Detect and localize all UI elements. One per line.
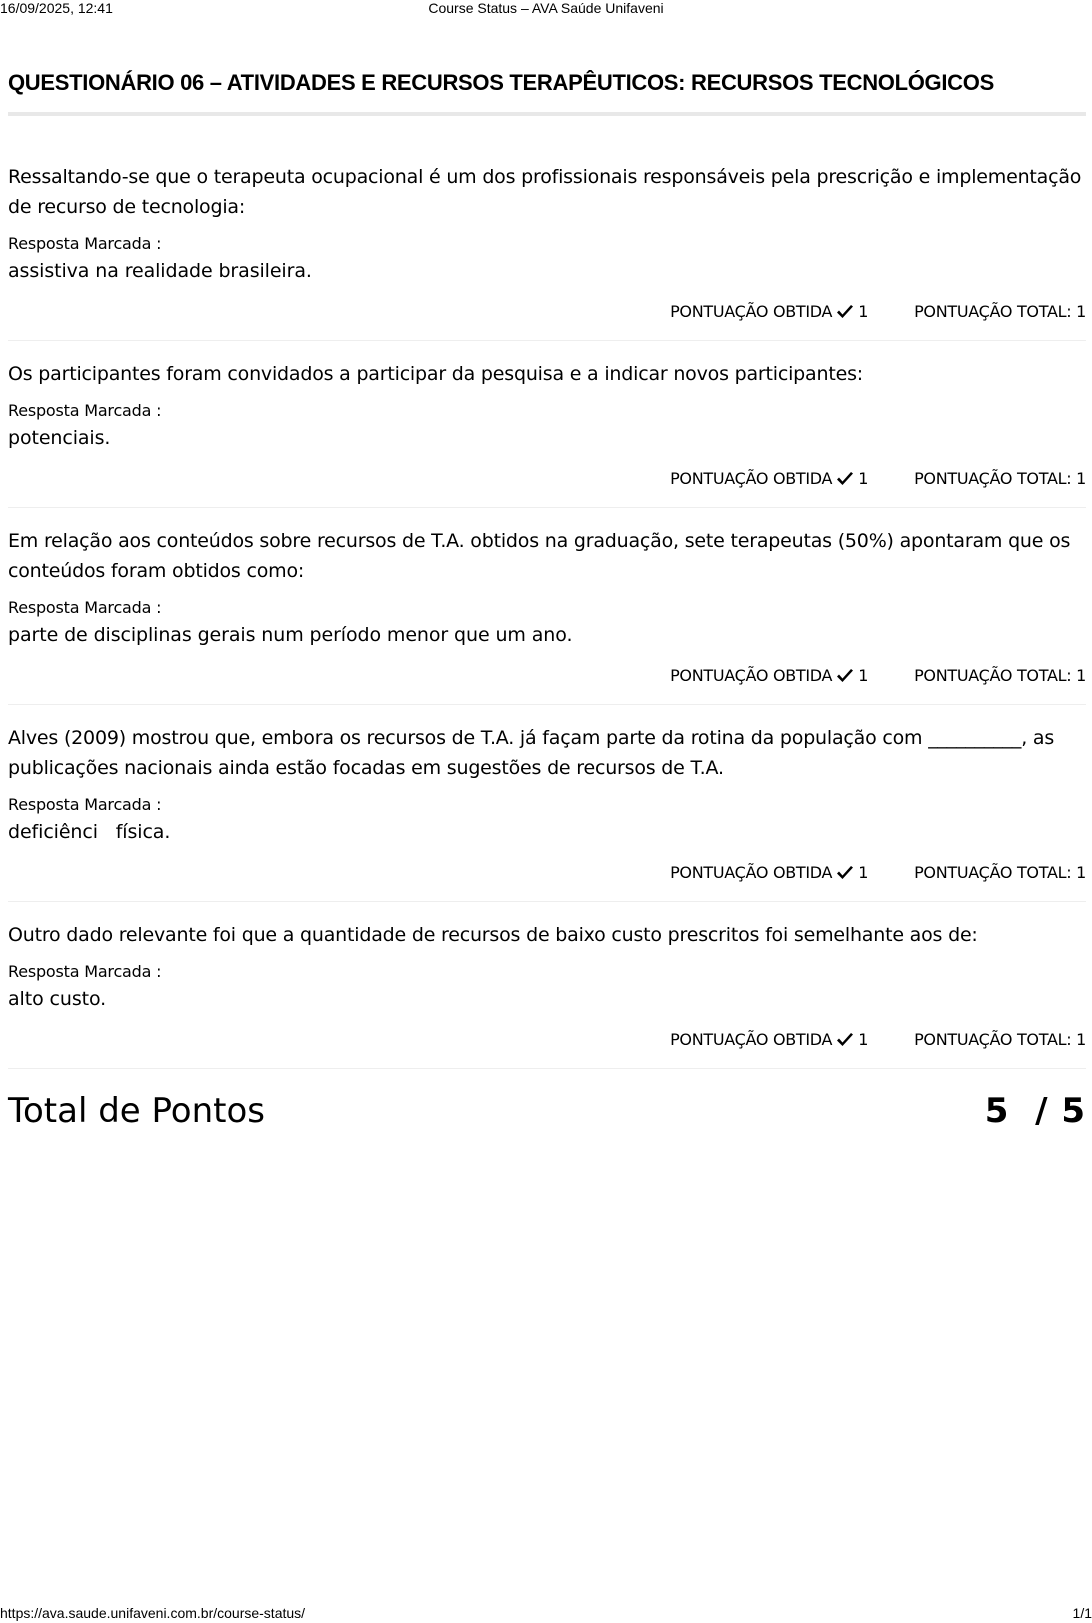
check-icon <box>836 668 854 684</box>
score-total <box>914 863 1086 883</box>
score-total-label: PONTUAÇÃO TOTAL: <box>914 302 1072 321</box>
total-points-row <box>8 1089 1086 1133</box>
answer-label: Resposta Marcada : <box>8 401 162 420</box>
question-block <box>8 341 1086 508</box>
print-header <box>0 0 1092 18</box>
score-obtained-label: PONTUAÇÃO OBTIDA <box>670 1030 833 1049</box>
quiz-title: QUESTIONÁRIO 06 – ATIVIDADES E RECURSOS TERAPÊUTICOS: RECURSOS TECNOLÓGICOS <box>8 68 1086 116</box>
question-text: Outro dado relevante foi que a quantidade de recursos de baixo custo prescritos foi semelhante aos de: <box>8 924 978 946</box>
answer-text: deficiênci física. <box>8 821 171 843</box>
question-text: Ressaltando-se que o terapeuta ocupacional é um dos profissionais responsáveis pela prescrição e implementação de recurso de tecnologia: <box>8 166 1082 218</box>
question-text: Em relação aos conteúdos sobre recursos de T.A. obtidos na graduação, sete terapeutas (50%) apontaram que os conteúdos foram obtidos como: <box>8 530 1071 582</box>
score-total-value: 1 <box>1076 666 1086 685</box>
check-icon <box>836 865 854 881</box>
score-obtained <box>670 302 868 322</box>
answer-text: potenciais. <box>8 427 111 449</box>
score-total <box>914 302 1086 322</box>
print-page-title: Course Status – AVA Saúde Unifaveni <box>428 0 664 16</box>
check-icon <box>836 304 854 320</box>
score-total-value: 1 <box>1076 1030 1086 1049</box>
course-status-content <box>8 68 1086 1133</box>
question-block <box>8 902 1086 1069</box>
score-obtained-label: PONTUAÇÃO OBTIDA <box>670 666 833 685</box>
score-obtained-value: 1 <box>858 302 869 321</box>
score-obtained-label: PONTUAÇÃO OBTIDA <box>670 469 833 488</box>
score-obtained-label: PONTUAÇÃO OBTIDA <box>670 302 833 321</box>
score-total-value: 1 <box>1076 302 1086 321</box>
score-row <box>8 302 1086 322</box>
print-footer <box>0 1605 1092 1623</box>
question-block <box>8 116 1086 341</box>
print-page-number: 1/1 <box>1072 1605 1092 1621</box>
print-page-url: https://ava.saude.unifaveni.com.br/course-status/ <box>0 1605 306 1621</box>
score-obtained-value: 1 <box>858 469 869 488</box>
score-total-label: PONTUAÇÃO TOTAL: <box>914 863 1072 882</box>
check-icon <box>836 471 854 487</box>
score-obtained-value: 1 <box>858 863 869 882</box>
score-total <box>914 666 1086 686</box>
total-points-score: 5 / 5 <box>984 1091 1086 1131</box>
score-total-value: 1 <box>1076 863 1086 882</box>
answer-text: assistiva na realidade brasileira. <box>8 260 312 282</box>
score-obtained <box>670 863 868 883</box>
score-row <box>8 863 1086 883</box>
score-total <box>914 1030 1086 1050</box>
check-icon <box>836 1032 854 1048</box>
score-row <box>8 469 1086 489</box>
score-row <box>8 666 1086 686</box>
score-total-label: PONTUAÇÃO TOTAL: <box>914 469 1072 488</box>
score-obtained <box>670 666 868 686</box>
score-obtained-label: PONTUAÇÃO OBTIDA <box>670 863 833 882</box>
question-block <box>8 508 1086 705</box>
score-total-value: 1 <box>1076 469 1086 488</box>
score-obtained-value: 1 <box>858 1030 869 1049</box>
question-block <box>8 705 1086 902</box>
print-datetime: 16/09/2025, 12:41 <box>0 0 113 16</box>
question-text: Alves (2009) mostrou que, embora os recursos de T.A. já façam parte da rotina da população com __________, as publicações nacionais ainda estão focadas em sugestões de recursos de T.A. <box>8 727 1055 779</box>
score-obtained-value: 1 <box>858 666 869 685</box>
score-total <box>914 469 1086 489</box>
score-obtained <box>670 469 868 489</box>
answer-text: parte de disciplinas gerais num período menor que um ano. <box>8 624 573 646</box>
answer-label: Resposta Marcada : <box>8 598 162 617</box>
score-obtained <box>670 1030 868 1050</box>
score-row <box>8 1030 1086 1050</box>
answer-text: alto custo. <box>8 988 107 1010</box>
answer-label: Resposta Marcada : <box>8 962 162 981</box>
total-points-label: Total de Pontos <box>8 1091 266 1131</box>
answer-label: Resposta Marcada : <box>8 234 162 253</box>
score-total-label: PONTUAÇÃO TOTAL: <box>914 666 1072 685</box>
question-text: Os participantes foram convidados a participar da pesquisa e a indicar novos participantes: <box>8 363 863 385</box>
answer-label: Resposta Marcada : <box>8 795 162 814</box>
score-total-label: PONTUAÇÃO TOTAL: <box>914 1030 1072 1049</box>
